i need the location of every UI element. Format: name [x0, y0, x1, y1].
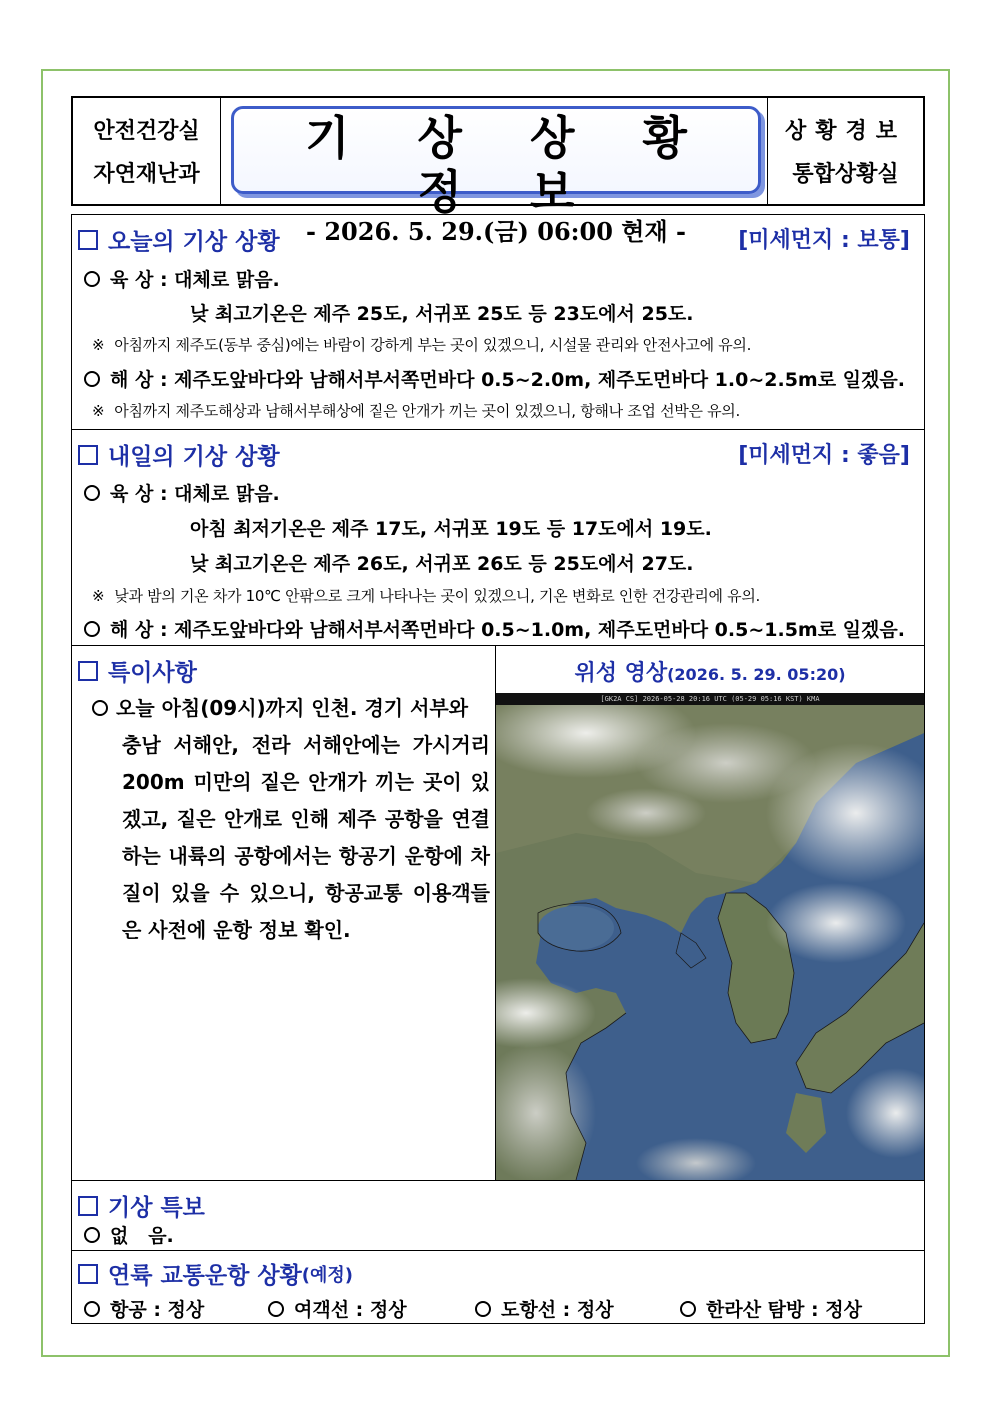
- reference-mark-icon: ※: [92, 587, 105, 605]
- issuing-department: [73, 98, 221, 204]
- circle-bullet-icon: [92, 700, 108, 716]
- department-line-1: 안전건강실: [93, 119, 200, 144]
- situation-room: [767, 98, 923, 204]
- traffic-item-ferry: [268, 1295, 407, 1322]
- circle-bullet-icon: [84, 1301, 100, 1317]
- today-sea: [84, 365, 905, 392]
- today-heading-text: 오늘의 기상 상황: [108, 229, 280, 255]
- today-note-1-text: 아침까지 제주도(동부 중심)에는 바람이 강하게 부는 곳이 있겠으니, 시설물 관리와 안전사고에 유의.: [114, 336, 752, 354]
- tomorrow-sea-line: 제주도앞바다와 남해서부서쪽먼바다 0.5~1.0m, 제주도먼바다 0.5~1.5m로 일겠음.: [174, 619, 905, 641]
- circle-bullet-icon: [84, 271, 100, 287]
- traffic-item-air: [84, 1295, 204, 1322]
- report-body: [71, 214, 925, 1324]
- page-title: 기 상 상 황 정 보: [305, 111, 713, 219]
- special-notes-text: [92, 690, 490, 949]
- tomorrow-sea: [84, 615, 905, 642]
- traffic-heading-text: 연륙 교통운항 상황: [108, 1263, 302, 1289]
- alerts-value: [84, 1221, 174, 1248]
- sea-label: 해 상 :: [110, 619, 168, 641]
- reference-mark-icon: ※: [92, 402, 105, 420]
- traffic-item-ferry-text: 여객선 : 정상: [294, 1299, 407, 1321]
- special-heading: [78, 654, 197, 687]
- tomorrow-note-1-text: 낮과 밤의 기온 차가 10℃ 안팎으로 크게 나타나는 곳이 있겠으니, 기온 변화로 인한 건강관리에 유의.: [114, 587, 761, 605]
- land-label: 육 상 :: [110, 269, 168, 291]
- today-heading: [78, 223, 280, 256]
- today-note-2: [92, 400, 740, 421]
- checkbox-icon: [78, 661, 98, 681]
- satellite-map: [496, 693, 924, 1180]
- tomorrow-land-line-2: 아침 최저기온은 제주 17도, 서귀포 19도 등 17도에서 19도.: [190, 518, 712, 540]
- traffic-item-island-ferry-text: 도항선 : 정상: [501, 1299, 614, 1321]
- traffic-heading-suffix: (예정): [301, 1264, 353, 1286]
- satellite-image: [496, 693, 924, 1180]
- department-line-2: 자연재난과: [93, 162, 200, 187]
- today-note-1: [92, 334, 751, 355]
- traffic-heading: [78, 1257, 353, 1290]
- tomorrow-heading-text: 내일의 기상 상황: [108, 444, 280, 470]
- today-land-line-2: 낮 최고기온은 제주 25도, 서귀포 25도 등 23도에서 25도.: [190, 303, 694, 325]
- checkbox-icon: [78, 1264, 98, 1284]
- checkbox-icon: [78, 1196, 98, 1216]
- today-dust: [미세먼지 : 보통]: [738, 228, 910, 253]
- land-label: 육 상 :: [110, 483, 168, 505]
- alerts-value-text: 없 음.: [110, 1225, 174, 1247]
- situation-line-2: 통합상황실: [792, 162, 899, 187]
- special-heading-text: 특이사항: [108, 660, 197, 686]
- title-box: [231, 106, 761, 246]
- special-notes-section: [72, 646, 496, 1180]
- tomorrow-dust: [미세먼지 : 좋음]: [738, 443, 910, 468]
- report-datetime: - 2026. 5. 29.(금) 06:00 현재 -: [306, 217, 686, 246]
- traffic-item-hallasan: [680, 1295, 862, 1322]
- circle-bullet-icon: [84, 371, 100, 387]
- circle-bullet-icon: [680, 1301, 696, 1317]
- today-section: [72, 215, 924, 430]
- traffic-item-island-ferry: [475, 1295, 614, 1322]
- satellite-section: [496, 646, 924, 1180]
- traffic-item-hallasan-text: 한라산 탐방 : 정상: [706, 1299, 862, 1321]
- circle-bullet-icon: [268, 1301, 284, 1317]
- tomorrow-land-line-1: 대체로 맑음.: [174, 483, 280, 505]
- alerts-heading: [78, 1189, 205, 1222]
- sea-label: 해 상 :: [110, 369, 168, 391]
- traffic-item-air-text: 항공 : 정상: [110, 1299, 205, 1321]
- special-text-first: 오늘 아침(09시)까지 인천. 경기 서부와: [116, 696, 469, 720]
- tomorrow-section: [72, 430, 924, 646]
- tomorrow-land-line-3: 낮 최고기온은 제주 26도, 서귀포 26도 등 25도에서 27도.: [190, 553, 694, 575]
- tomorrow-land: [84, 479, 280, 506]
- satellite-caption-strip: [GK2A CS] 2026-05-28 20:16 UTC (05-29 05:16 KST) KMA: [496, 693, 924, 705]
- tomorrow-note-1: [92, 585, 760, 606]
- circle-bullet-icon: [84, 1227, 100, 1243]
- circle-bullet-icon: [84, 485, 100, 501]
- checkbox-icon: [78, 445, 98, 465]
- traffic-section: [72, 1251, 924, 1323]
- satellite-title-text: 위성 영상: [574, 661, 668, 686]
- special-text-rest: 충남 서해안, 전라 서해안에는 가시거리 200m 미만의 짙은 안개가 끼는 곳이 있겠고, 짙은 안개로 인해 제주 공항을 연결하는 내륙의 공항에서는 항공기 운항에 차질이 있을 수 있으니, 항공교통 이용객들은 사전에 운항 정보 확인.: [122, 733, 490, 942]
- alerts-heading-text: 기상 특보: [108, 1195, 205, 1221]
- today-land-line-1: 대체로 맑음.: [174, 269, 280, 291]
- tomorrow-heading: [78, 438, 280, 471]
- reference-mark-icon: ※: [92, 336, 105, 354]
- circle-bullet-icon: [475, 1301, 491, 1317]
- circle-bullet-icon: [84, 621, 100, 637]
- checkbox-icon: [78, 230, 98, 250]
- weather-alerts-section: [72, 1180, 924, 1251]
- satellite-time: (2026. 5. 29. 05:20): [667, 665, 846, 684]
- today-note-2-text: 아침까지 제주도해상과 남해서부해상에 짙은 안개가 끼는 곳이 있겠으니, 항해나 조업 선박은 유의.: [114, 402, 740, 420]
- situation-line-1: 상황경보: [784, 119, 906, 144]
- satellite-title: [496, 656, 924, 687]
- today-sea-line: 제주도앞바다와 남해서부서쪽먼바다 0.5~2.0m, 제주도먼바다 1.0~2.5m로 일겠음.: [174, 369, 905, 391]
- today-land: [84, 265, 280, 292]
